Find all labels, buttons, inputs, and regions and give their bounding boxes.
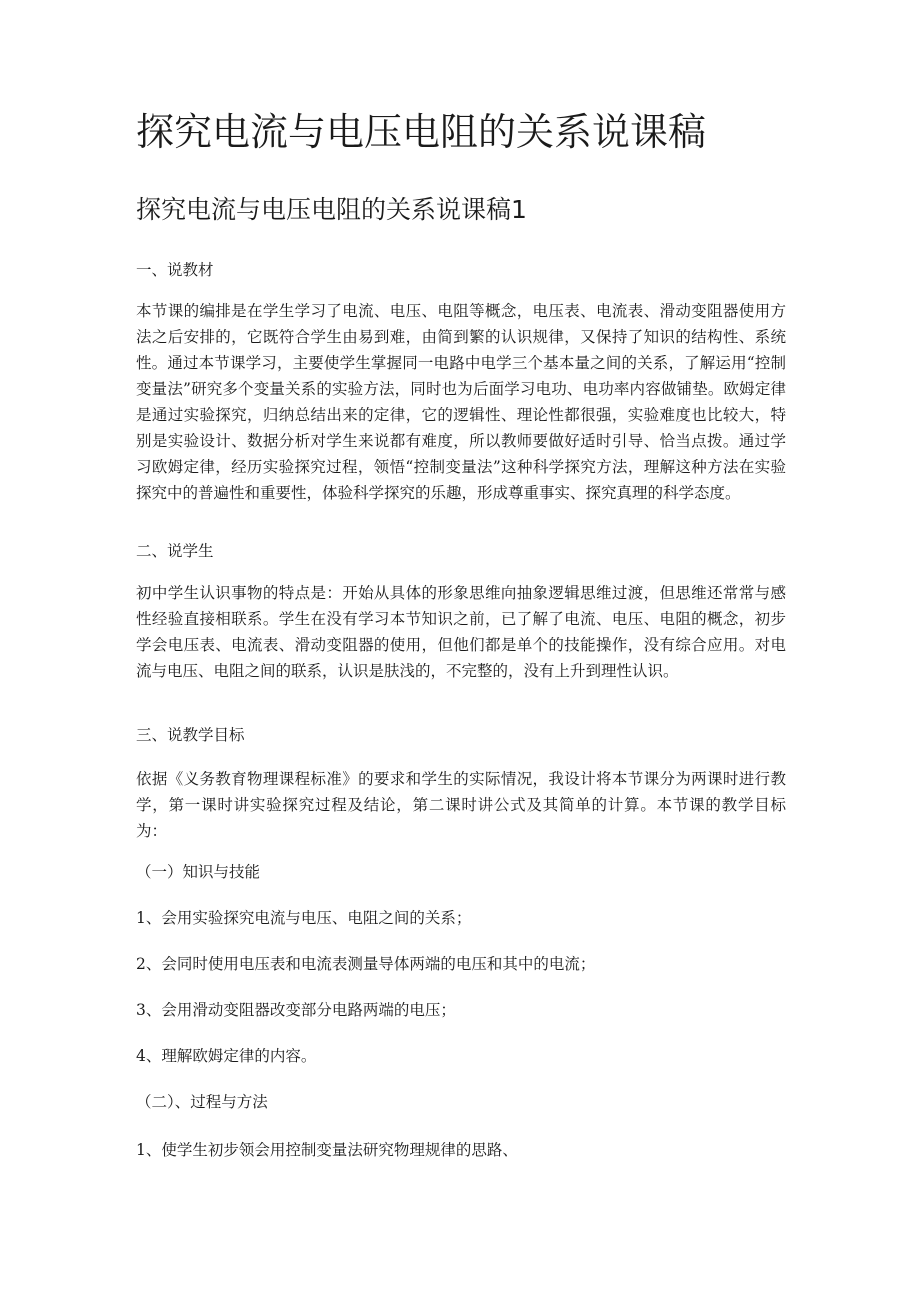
paragraph-teaching-goals: 依据《义务教育物理课程标准》的要求和学生的实际情况，我设计将本节课分为两课时进行教学，第一课时讲实验探究过程及结论，第二课时讲公式及其简单的计算。本节课的教学目标为： xyxy=(136,770,786,840)
heading-process-methods: （二）、过程与方法 xyxy=(136,1093,268,1111)
list-item-knowledge-1: 1、会用实验探究电流与电压、电阻之间的关系； xyxy=(136,909,472,927)
list-item-knowledge-4: 4、理解欧姆定律的内容。 xyxy=(136,1047,317,1065)
heading-teaching-material: 一、说教材 xyxy=(136,261,214,279)
paragraph-students: 初中学生认识事物的特点是：开始从具体的形象思维向抽象逻辑思维过渡，但思维还常常与感性经验直接相联系。学生在没有学习本节知识之前，已了解了电流、电压、电阻的概念，初步学会电压表、电流表、滑动变阻器的使用，但他们都是单个的技能操作，没有综合应用。对电流与电压、电阻之间的联系，认识是肤浅的，不完整的，没有上升到理性认识。 xyxy=(136,584,786,680)
list-item-process-1: 1、使学生初步领会用控制变量法研究物理规律的思路、 xyxy=(136,1141,518,1159)
list-item-knowledge-2: 2、会同时使用电压表和电流表测量导体两端的电压和其中的电流； xyxy=(136,955,596,973)
list-item-knowledge-3: 3、会用滑动变阻器改变部分电路两端的电压； xyxy=(136,1001,456,1019)
paragraph-teaching-material: 本节课的编排是在学生学习了电流、电压、电阻等概念，电压表、电流表、滑动变阻器使用方法之后安排的，它既符合学生由易到难，由简到繁的认识规律，又保持了知识的结构性、系统性。通过本节课学习，主要使学生掌握同一电路中电学三个基本量之间的关系，了解运用“控制变量法”研究多个变量关系的实验方法，同时也为后面学习电功、电功率内容做铺垫。欧姆定律是通过实验探究，归纳总结出来的定律，它的逻辑性、理论性都很强，实验难度也比较大，特别是实验设计、数据分析对学生来说都有难度，所以教师要做好适时引导、恰当点拨。通过学习欧姆定律，经历实验探究过程，领悟“控制变量法”这种科学探究方法，理解这种方法在实验探究中的普遍性和重要性，体验科学探究的乐趣，形成尊重事实、探究真理的科学态度。 xyxy=(136,302,786,502)
page-title: 探究电流与电压电阻的关系说课稿 xyxy=(136,110,707,154)
heading-students: 二、说学生 xyxy=(136,542,214,560)
heading-knowledge-skills: （一）知识与技能 xyxy=(136,863,261,881)
section-subtitle: 探究电流与电压电阻的关系说课稿1 xyxy=(136,195,527,224)
heading-teaching-goals: 三、说教学目标 xyxy=(136,726,245,744)
